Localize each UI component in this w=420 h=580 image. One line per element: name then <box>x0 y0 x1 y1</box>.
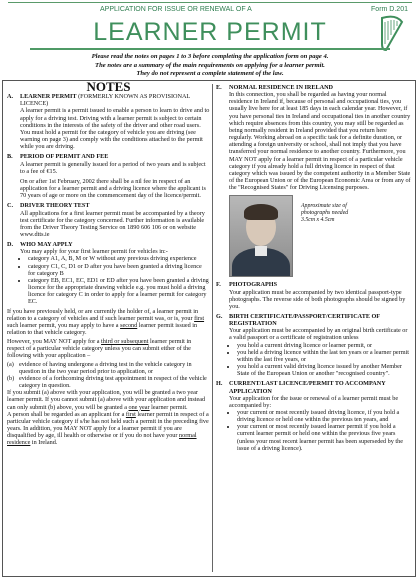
sample-photo <box>229 195 293 277</box>
sub-item: (a) evidence of having undergone a driving test in the vehicle category in question in the two year period prior to application, or <box>7 360 192 375</box>
section-text: All applications for a first learner permit must be accompanied by a theory test certificate for the category concerned. Further information is available from the Driver Theory Testing Service on 1890 606 106 or on website www.dtts.ie <box>20 209 205 238</box>
section-letter: D. <box>7 241 14 249</box>
form-number: Form D.201 <box>371 6 408 13</box>
photo-example <box>229 195 411 277</box>
right-column <box>216 81 411 454</box>
section-a <box>7 93 210 150</box>
sub-item: (b) evidence of a forthcoming driving test appointment in respect of the vehicle category in question. <box>7 374 207 390</box>
section-b <box>7 153 210 199</box>
section-d <box>7 241 210 446</box>
list-item: • category C1, C, D1 or D after you have been granted a driving licence for category B <box>28 263 210 277</box>
section-text: A person shall be regarded as an applicant for a first learner permit in respect of a particular vehicle category if s/he has not held such a permit in the preceding five years. In addition, you MAY NOT apply for a learner permit if you are disqualified by age, ill health or otherwise or if you do not have your normal residence in Ireland. <box>7 410 209 447</box>
section-title: WHO MAY APPLY <box>20 241 73 249</box>
instructions <box>0 53 420 79</box>
instruction-line: Please read the notes on pages 1 to 3 before completing the application form on page 4. <box>91 53 329 60</box>
section-letter: E. <box>216 84 222 91</box>
top-rule <box>8 2 412 3</box>
section-title: PERIOD OF PERMIT AND FEE <box>20 153 109 161</box>
section-text: If you have previously held, or are currently the holder of, a learner permit in relation to a category of vehicles and if such learner permit was, or is, your first such learner permit, you may apply to have a second learner permit issued in relation to that vehicle category. <box>7 307 205 336</box>
notes-box <box>2 80 416 577</box>
section-letter: F. <box>216 281 221 289</box>
section-letter: B. <box>7 153 13 161</box>
section-letter: H. <box>216 380 223 388</box>
section-g <box>216 313 411 377</box>
section-text: A learner permit is generally issued for a period of two years and is subject to a fee of €15. <box>20 160 206 175</box>
instruction-line: They do not represent a complete statement of the law. <box>136 70 284 77</box>
left-column <box>7 81 210 447</box>
list-item: • you held a driving licence within the last ten years or a learner permit within the last five years, or <box>237 349 411 363</box>
notes-heading: NOTES <box>86 79 131 94</box>
section-text: A learner permit is a permit issued to enable a person to learn to drive and to apply for a driving test. Driving with a learner permit is subject to certain conditions in the interests of the safety of the driver and other road users. You must hold a permit for the category of vehicle you are driving (see warning on page 3) and comply with the conditions attached to the permit while you are driving. <box>20 107 210 151</box>
section-text: Your application for the issue or renewal of a learner permit must be accompanied by: <box>229 394 399 409</box>
page-title: LEARNER PERMIT <box>93 18 327 46</box>
section-title: LEARNER PERMIT (FORMERLY KNOWN AS PROVISIONAL LICENCE) <box>20 93 190 108</box>
section-letter: A. <box>7 93 14 101</box>
section-text: On or after 1st February, 2002 there shall be a nil fee in respect of an application for a learner permit and a driving licence where the applicant is 70 years of age or more on the commencement day of the licence/permit. <box>20 177 206 200</box>
section-text: In this connection, you shall be regarded as having your normal residence in Ireland if, because of personal and occupational ties, you usually live here for at least 185 days in each calendar year. However, if you have personal ties in Ireland and occupational ties in another country which require absences from this country, you may still be regarded as being normally resident in Ireland provided that you return here regularly. Working abroad on a specific task for a definite duration, or attending a foreign university or school, shall not imply that you have transferred your normal residence to another country. Furthermore, you MAY NOT apply for a learner permit in respect of a particular vehicle category if you already hold a full driving licence in respect of that category which was issued by the competent authority in a Member State of the European Union or of the European Economic Area or from any of the "Recognised States" for Driving Licensing purposes. <box>229 91 411 192</box>
list-item: • category A1, A, B, M or W without any previous driving experience <box>28 255 210 262</box>
section-text: However, you MAY NOT apply for a third or subsequent learner permit in respect of a particular vehicle category unless you can submit either of the following with your application – <box>7 338 192 360</box>
application-label: APPLICATION FOR ISSUE OR RENEWAL OF A <box>100 6 252 13</box>
instruction-line: The notes are a summary of the main requirements on applying for a learner permit. <box>95 61 325 69</box>
section-title: BIRTH CERTIFICATE/PASSPORT/CERTIFICATE OF REGISTRATION <box>229 312 380 328</box>
section-letter: C. <box>7 202 14 210</box>
section-text: Your application must be accompanied by two identical passport-type photographs. The reverse side of both photographs should be signed by you. <box>229 288 406 310</box>
list-item: • you hold a current driving licence or learner permit, or <box>237 342 411 349</box>
photo-caption: Approximate size of photographs needed 3.5cm x 4.5cm <box>301 203 349 224</box>
section-f <box>216 281 411 310</box>
list-item: • your current or most recently issued driving licence, if you hold a driving licence or held one within the previous ten years, and <box>237 409 411 423</box>
section-title: CURRENT/LAST LICENCE/PERMIT TO ACCOMPANY APPLICATION <box>229 380 386 395</box>
section-text: If you submit (a) above with your application, you will be granted a two year learner permit. If you cannot submit (a) above with your application and instead can only submit (b) above, you will be granted a one year learner permit. <box>7 389 206 411</box>
section-title: NORMAL RESIDENCE IN IRELAND <box>229 84 333 91</box>
list-item: • category EB, EC1, EC, ED1 or ED after you have been granted a driving licence for the appropriate drawing vehicle e.g. you must hold a driving licence for category C in order to apply for a learner permit for category EC. <box>28 277 210 306</box>
section-text: You may apply for your first learner permit for vehicles in:- <box>20 248 168 256</box>
section-e <box>216 84 411 191</box>
list-item: • your current or most recently issued learner permit if you hold a current learner permit or held one within the previous five years (unless your most recent learner permit has been superseded by the issue of a driving licence). <box>237 423 411 452</box>
section-title: DRIVER THEORY TEST <box>20 202 90 210</box>
section-h <box>216 380 411 452</box>
column-divider <box>212 84 213 572</box>
section-text: Your application must be accompanied by an original birth certificate or a valid passport or a certificate of registration unless <box>229 327 408 342</box>
section-title: PHOTOGRAPHS <box>229 281 278 289</box>
title-rule <box>30 48 390 50</box>
section-letter: G. <box>216 312 223 320</box>
section-c <box>7 202 210 238</box>
list-item: • you hold a current valid driving licence issued by another Member State of the European Union or another "recognised country". <box>237 363 411 377</box>
